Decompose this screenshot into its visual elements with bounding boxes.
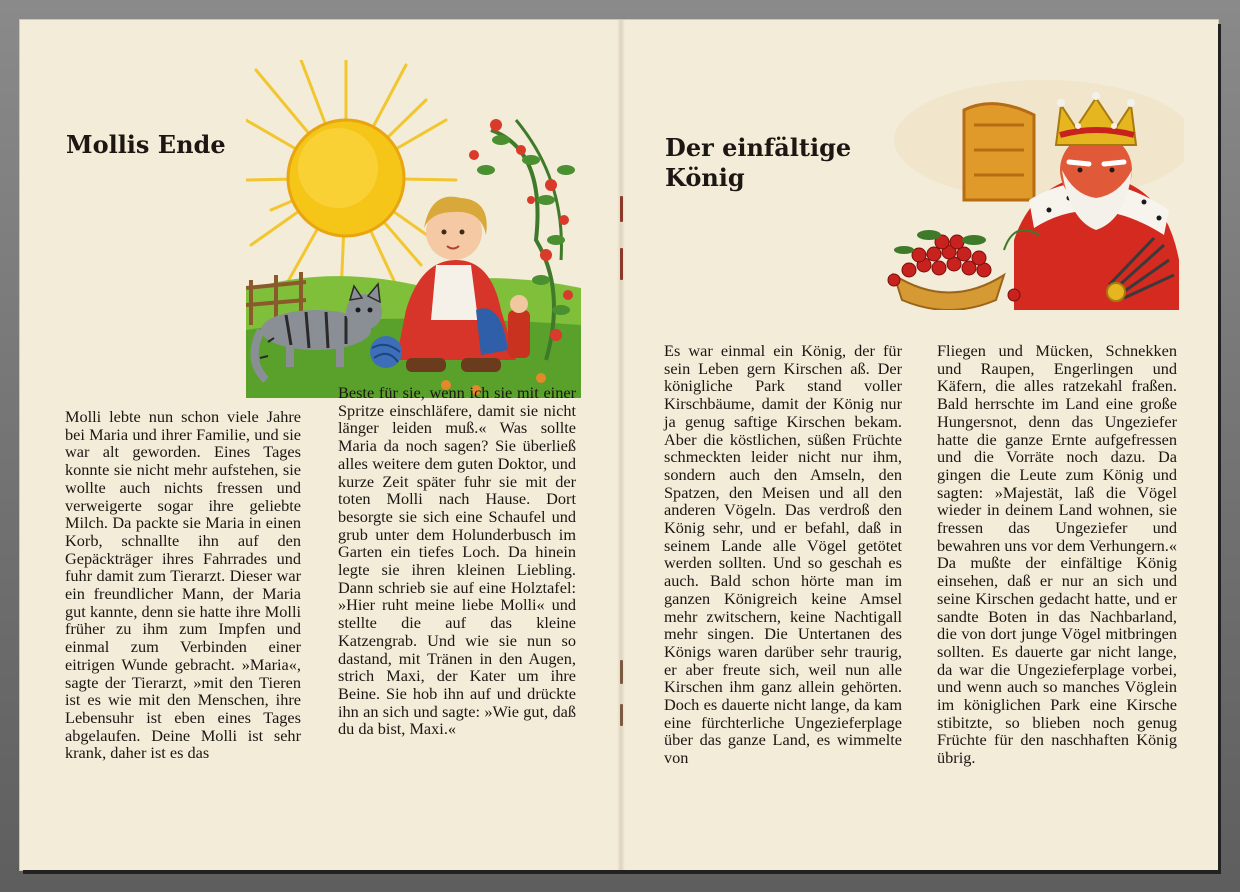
story-title-mollis-ende: Mollis Ende [66,130,226,159]
title-line-2: König [665,163,745,192]
mollis-ende-text-column-1: Molli lebte nun schon viele Jahre bei Maria und ihrer Familie, und sie war alt geworden. Eines Tages konnte sie nicht mehr aufstehen, sie wollte auch nichts fressen und verweigerte sogar ihre geliebte Milch. Da packte sie Maria in einen Korb, schnallte ihn auf den Gepäckträger ihres Fahrrades und fuhr damit zum Tierarzt. Dieser war ein freundlicher Mann, der Maria gut kannte, denn sie hatte ihre Molli früher zu ihm zum Impfen und einmal zum Verbinden einer eitrigen Wunde gebracht. »Maria«, sagte der Tierarzt, »mit den Tieren ist es wie mit den Menschen, ihre Lebensuhr ist eben eines Tages abgelaufen. Deine Molli ist sehr krank, daher ist es das [65,407,301,763]
title-line-1: Der einfältige [665,133,852,162]
binding-stitch [620,704,623,726]
book-spine [617,20,625,870]
koenig-text-column-2: Fliegen und Mücken, Schnekken und Raupen, Engerlingen und Käfern, die alles ratzekahl fraßen. Bald herrschte im Land eine große Hungersnot, denn das Ungeziefer hatte die ganze Ernte aufgefressen und die Vorräte noch dazu. Da gingen die Leute zum König und sagten: »Majestät, laß die Vögel wieder in deinem Land wohnen, sie fressen das Ungeziefer und bewahren uns vor dem Verhungern.« Da mußte der einfältige König einsehen, daß er nur an sich und seine Kirschen gedacht hatte, und er sandte Boten in das Nachbarland, die von dort junge Vögel mitbringen sollten. Es dauerte gar nicht lange, da war die Ungezieferplage vorbei, und wenn auch so manches Vöglein im königlichen Park eine Kirsche stibitzte, so blieben noch genug Früchte für den naschhaften König übrig. [937,341,1177,768]
binding-stitch [620,248,623,280]
binding-stitch [620,196,623,222]
binding-stitch [620,660,623,684]
book-spread [20,20,1218,870]
girl-with-cat-under-sun-icon [246,60,581,398]
story-title-der-einfaeltige-koenig [665,133,865,193]
mollis-ende-text-column-2: Beste für sie, wenn ich sie mit einer Spritze einschläfere, damit sie nicht länger leiden muß.« Was sollte Maria da noch sagen? Sie überließ alles weitere dem guten Doktor, und kurze Zeit später fuhr sie mit der toten Molli nach Hause. Dort besorgte sie sich eine Schaufel und grub unter dem Holunderbusch im Garten ein tiefes Loch. Da hinein legte sie ihren kleinen Liebling. Dann schrieb sie auf eine Holztafel: »Hier ruht meine liebe Molli« und stellte die auf das kleine Katzengrab. Und wie sie nun so dastand, mit Tränen in den Augen, strich Maxi, der Kater um ihre Beine. Sie hob ihn auf und drückte ihn an sich und sagte: »Wie gut, daß du da bist, Maxi.« [338,383,576,739]
koenig-text-column-1: Es war einmal ein König, der für sein Leben gern Kirschen aß. Der königliche Park stand voller Kirschbäume, damit der König nur ja genug saftige Kirschen bekam. Aber die köstlichen, süßen Früchte schmeckten leider nicht nur ihm, sondern auch den Amseln, den Spatzen, den Meisen und all den anderen Vögeln. Das verdroß den König sehr, und er befahl, daß in seinem Lande alle Vögel getötet werden sollten. Und so geschah es auch. Bald schon hörte man im ganzen Königreich keine Amsel mehr zwitschern, keine Nachtigall mehr singen. Die Untertanen des Königs waren darüber sehr traurig, er aber freute sich, weil nun alle Kirschen ihm ganz allein gehörten. Doch es dauerte nicht lange, da kam eine fürchterliche Ungezieferplage über das ganze Land, es wimmelte von [664,341,902,768]
king-with-cherries-icon [864,70,1184,310]
